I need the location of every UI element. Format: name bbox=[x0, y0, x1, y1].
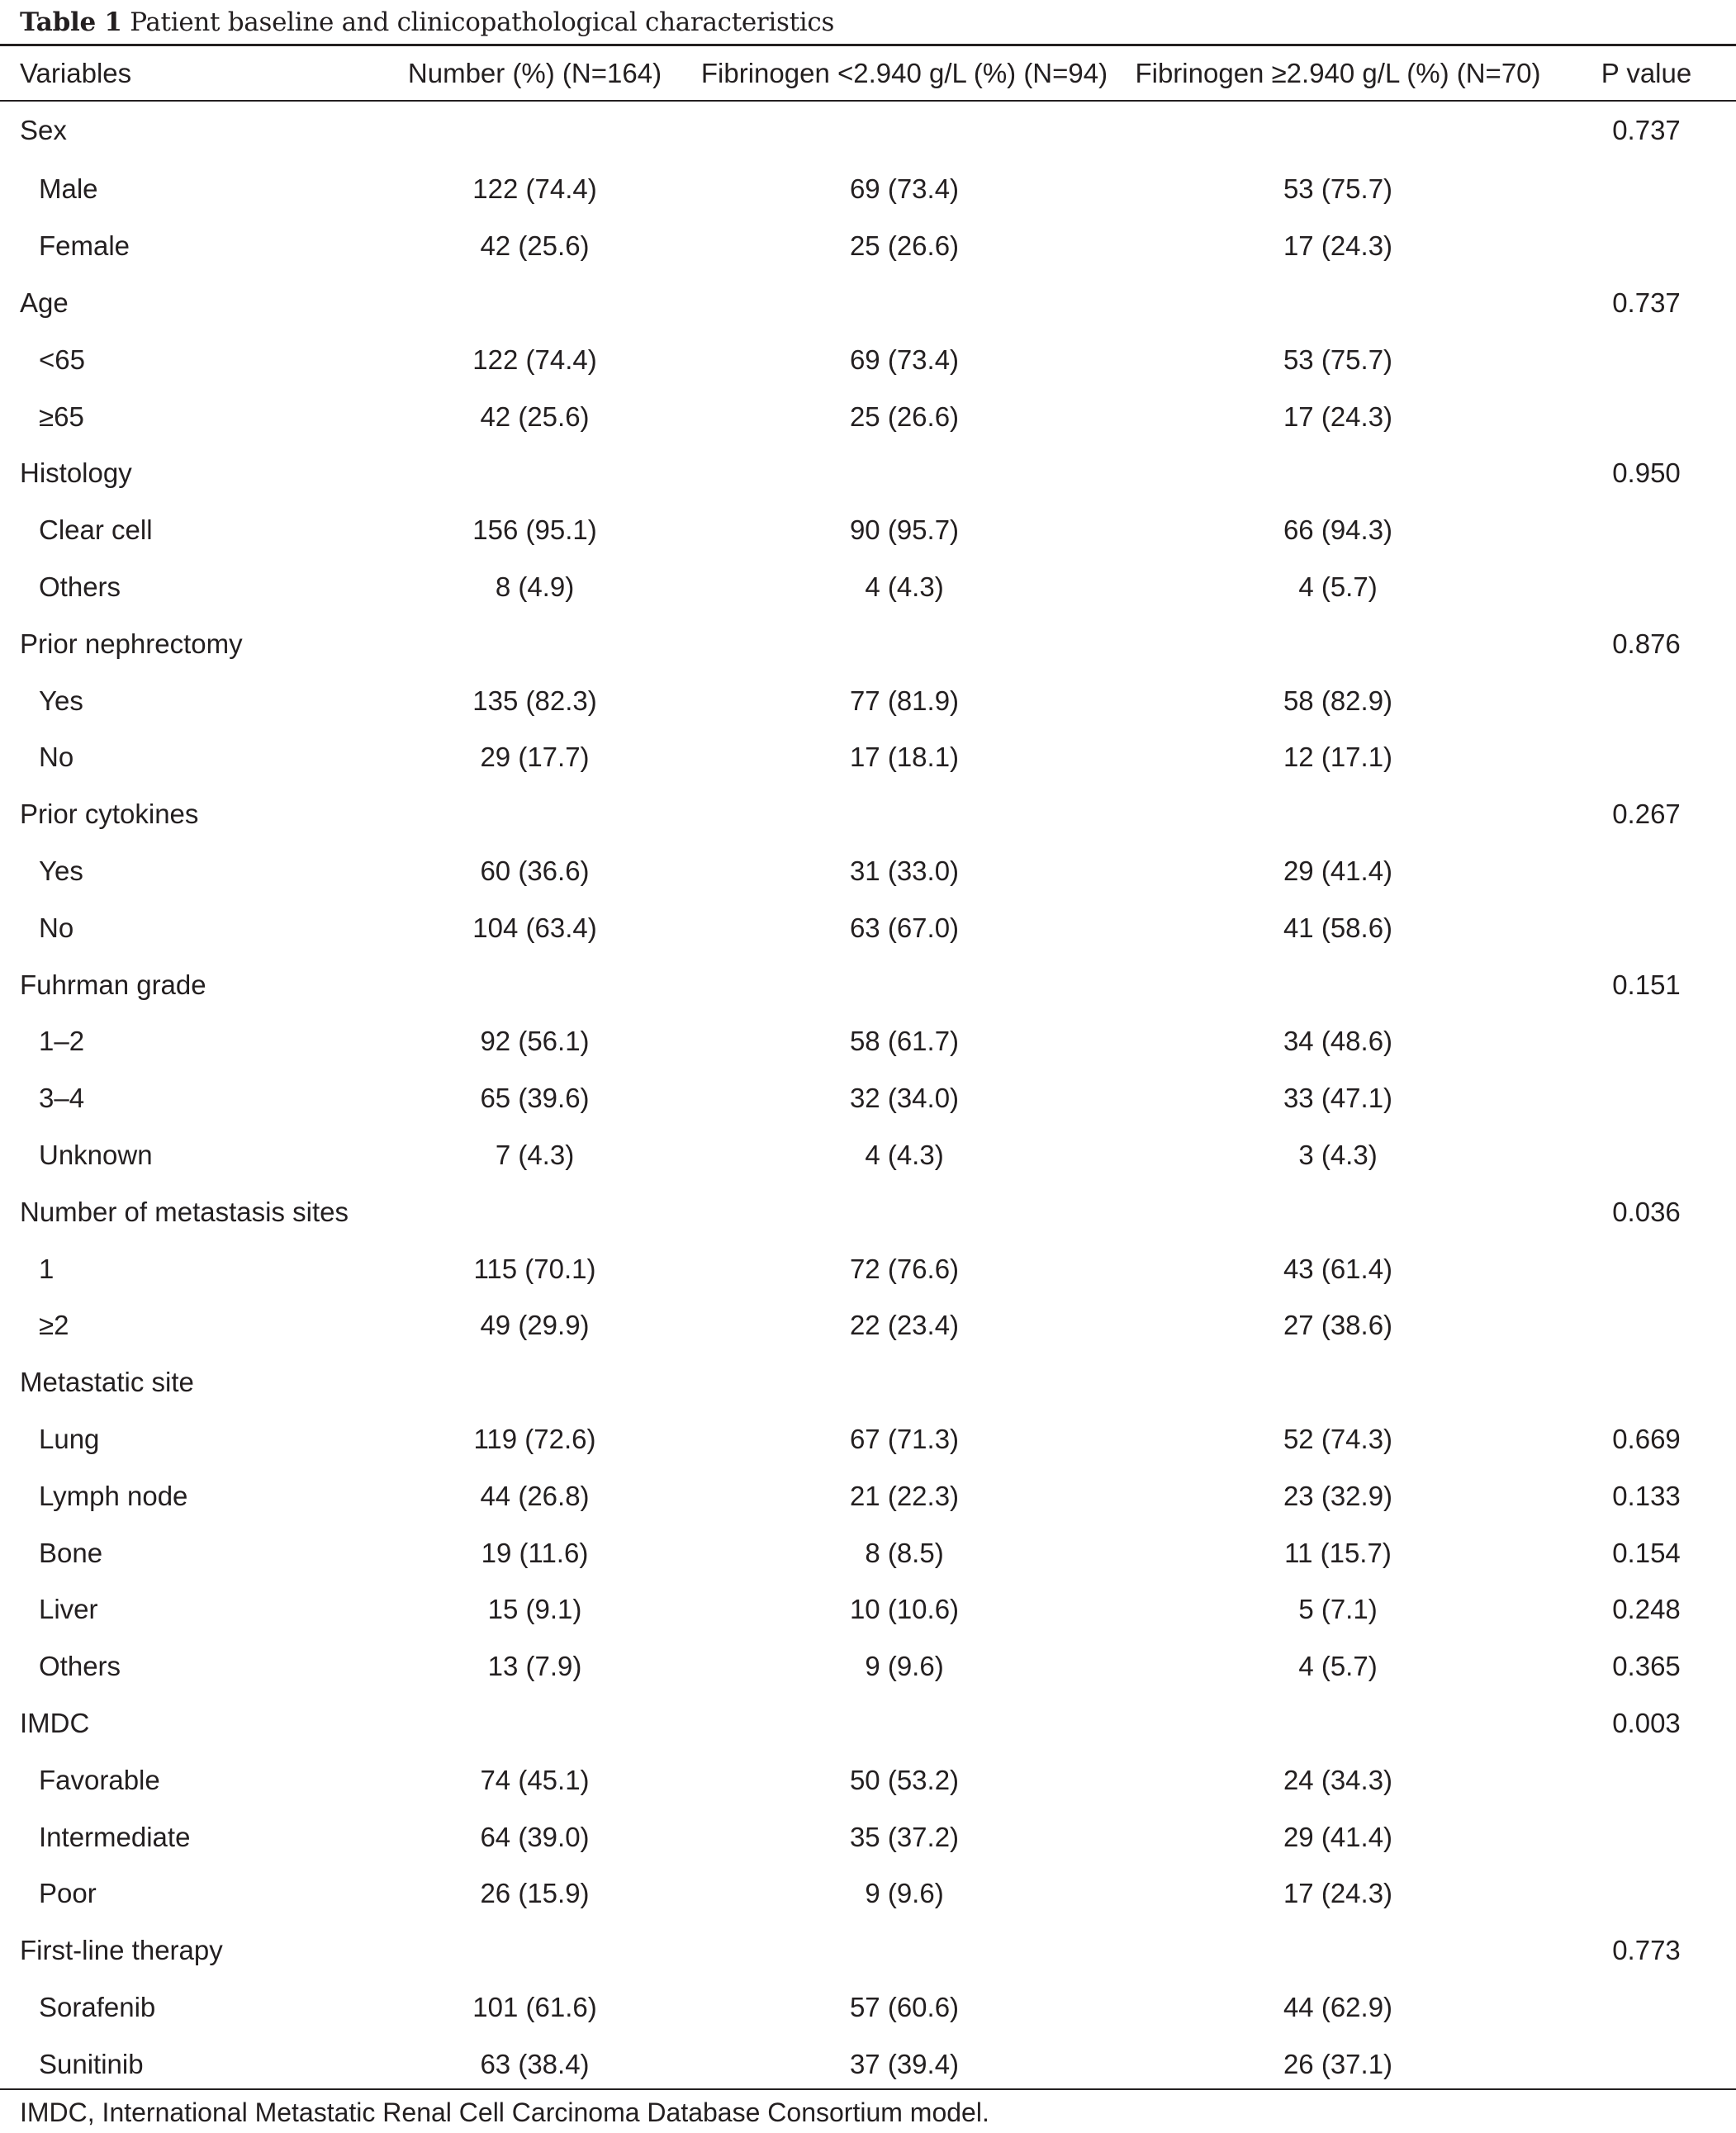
row-number-cell bbox=[380, 1183, 690, 1240]
row-variable-cell: Lung bbox=[39, 1423, 100, 1454]
row-variable-cell: Metastatic site bbox=[20, 1367, 194, 1398]
row-fibrinogen-low-cell: 37 (39.4) bbox=[849, 2048, 960, 2079]
row-fibrinogen-high-cell: 3 (4.3) bbox=[1298, 1139, 1378, 1170]
row-p-value-cell bbox=[1557, 843, 1736, 900]
row-fibrinogen-low-cell: 69 (73.4) bbox=[849, 173, 960, 205]
row-fibrinogen-low-cell bbox=[690, 956, 1119, 1013]
row-number-cell: 42 (25.6) bbox=[480, 230, 590, 262]
row-fibrinogen-high-cell bbox=[1119, 1183, 1557, 1240]
row-p-value-cell bbox=[1557, 1013, 1736, 1070]
row-number-cell: 115 (70.1) bbox=[473, 1253, 596, 1284]
table-group-row bbox=[0, 615, 1736, 672]
table-row bbox=[0, 843, 1736, 900]
row-variable-cell: ≥2 bbox=[39, 1310, 69, 1341]
table-group-row bbox=[0, 445, 1736, 502]
row-p-value-cell: 0.154 bbox=[1612, 1537, 1681, 1568]
row-fibrinogen-high-cell: 17 (24.3) bbox=[1283, 401, 1393, 432]
table-row bbox=[0, 672, 1736, 729]
row-variable-cell: Liver bbox=[39, 1594, 98, 1625]
row-number-cell: 74 (45.1) bbox=[480, 1764, 590, 1795]
row-p-value-cell: 0.248 bbox=[1612, 1594, 1681, 1625]
row-p-value-cell bbox=[1557, 1127, 1736, 1184]
row-number-cell: 104 (63.4) bbox=[472, 912, 597, 943]
row-number-cell: 122 (74.4) bbox=[472, 173, 597, 205]
row-variable-cell: Sunitinib bbox=[39, 2048, 144, 2079]
row-variable-cell: Number of metastasis sites bbox=[20, 1196, 349, 1227]
header-fibrinogen-high: Fibrinogen ≥2.940 g/L (%) (N=70) bbox=[1135, 57, 1541, 88]
row-fibrinogen-high-cell bbox=[1119, 1922, 1557, 1979]
row-fibrinogen-high-cell: 23 (32.9) bbox=[1283, 1480, 1393, 1511]
row-variable-cell: Yes bbox=[39, 685, 83, 716]
row-fibrinogen-high-cell: 27 (38.6) bbox=[1283, 1310, 1393, 1341]
row-number-cell bbox=[380, 1922, 690, 1979]
row-fibrinogen-high-cell bbox=[1119, 956, 1557, 1013]
row-fibrinogen-low-cell: 4 (4.3) bbox=[865, 1139, 944, 1170]
row-number-cell: 44 (26.8) bbox=[480, 1480, 590, 1511]
table-row bbox=[0, 1467, 1736, 1524]
row-fibrinogen-high-cell: 52 (74.3) bbox=[1283, 1423, 1393, 1454]
table-row bbox=[0, 388, 1736, 445]
row-variable-cell: <65 bbox=[39, 344, 85, 375]
table-group-row bbox=[0, 1695, 1736, 1752]
row-variable-cell: ≥65 bbox=[39, 401, 84, 432]
row-p-value-cell: 0.151 bbox=[1612, 969, 1681, 1000]
row-variable-cell: Prior cytokines bbox=[20, 799, 199, 830]
header-p-value: P value bbox=[1601, 57, 1692, 88]
row-fibrinogen-high-cell bbox=[1119, 275, 1557, 332]
table-row bbox=[0, 1979, 1736, 2036]
row-p-value-cell bbox=[1557, 1297, 1736, 1354]
row-p-value-cell: 0.133 bbox=[1612, 1480, 1681, 1511]
row-number-cell bbox=[380, 445, 690, 502]
row-fibrinogen-low-cell: 90 (95.7) bbox=[849, 514, 960, 546]
table-group-row bbox=[0, 956, 1736, 1013]
row-number-cell: 122 (74.4) bbox=[472, 344, 597, 375]
row-fibrinogen-low-cell: 35 (37.2) bbox=[849, 1821, 960, 1852]
table-row bbox=[0, 899, 1736, 956]
row-variable-cell: No bbox=[39, 912, 74, 943]
row-fibrinogen-low-cell bbox=[690, 1695, 1119, 1752]
row-variable-cell: Yes bbox=[39, 855, 83, 886]
row-number-cell: 63 (38.4) bbox=[480, 2048, 590, 2079]
table-row bbox=[0, 1751, 1736, 1808]
row-p-value-cell: 0.036 bbox=[1612, 1196, 1681, 1227]
row-p-value-cell bbox=[1557, 559, 1736, 616]
row-p-value-cell: 0.773 bbox=[1612, 1935, 1681, 1966]
row-fibrinogen-low-cell bbox=[690, 1183, 1119, 1240]
table-group-row bbox=[0, 786, 1736, 843]
row-fibrinogen-high-cell bbox=[1119, 1695, 1557, 1752]
table-row bbox=[0, 502, 1736, 559]
row-fibrinogen-low-cell: 9 (9.6) bbox=[865, 1878, 944, 1909]
row-fibrinogen-low-cell: 25 (26.6) bbox=[849, 401, 960, 432]
row-fibrinogen-high-cell: 24 (34.3) bbox=[1283, 1764, 1393, 1795]
row-p-value-cell bbox=[1557, 1070, 1736, 1127]
row-fibrinogen-high-cell bbox=[1119, 1354, 1557, 1411]
row-fibrinogen-high-cell: 66 (94.3) bbox=[1283, 514, 1393, 546]
header-number: Number (%) (N=164) bbox=[407, 57, 662, 88]
row-fibrinogen-high-cell: 33 (47.1) bbox=[1283, 1083, 1393, 1114]
table-row bbox=[0, 1127, 1736, 1184]
row-number-cell bbox=[380, 275, 690, 332]
row-variable-cell: Fuhrman grade bbox=[20, 969, 206, 1000]
row-number-cell: 101 (61.6) bbox=[472, 1991, 597, 2022]
row-number-cell bbox=[380, 956, 690, 1013]
row-number-cell: 26 (15.9) bbox=[480, 1878, 590, 1909]
row-fibrinogen-low-cell: 10 (10.6) bbox=[849, 1594, 960, 1625]
row-fibrinogen-high-cell: 58 (82.9) bbox=[1283, 685, 1393, 716]
row-fibrinogen-low-cell: 50 (53.2) bbox=[849, 1764, 960, 1795]
row-p-value-cell bbox=[1557, 1240, 1736, 1297]
row-fibrinogen-high-cell: 29 (41.4) bbox=[1283, 855, 1393, 886]
row-fibrinogen-high-cell: 4 (5.7) bbox=[1298, 1651, 1378, 1682]
row-fibrinogen-low-cell: 25 (26.6) bbox=[849, 230, 960, 262]
row-variable-cell: Clear cell bbox=[39, 514, 153, 546]
row-p-value-cell bbox=[1557, 331, 1736, 388]
row-p-value-cell: 0.669 bbox=[1612, 1423, 1681, 1454]
row-number-cell bbox=[380, 1695, 690, 1752]
row-p-value-cell: 0.365 bbox=[1612, 1651, 1681, 1682]
table-group-row bbox=[0, 1354, 1736, 1411]
table-row bbox=[0, 1013, 1736, 1070]
row-fibrinogen-low-cell: 21 (22.3) bbox=[849, 1480, 960, 1511]
row-p-value-cell bbox=[1557, 1354, 1736, 1411]
row-fibrinogen-high-cell: 5 (7.1) bbox=[1298, 1594, 1378, 1625]
row-p-value-cell: 0.876 bbox=[1612, 628, 1681, 659]
row-number-cell: 8 (4.9) bbox=[495, 571, 575, 602]
table-footnote: IMDC, International Metastatic Renal Cell Carcinoma Database Consortium model. bbox=[20, 2097, 989, 2127]
row-fibrinogen-high-cell bbox=[1119, 445, 1557, 502]
row-number-cell bbox=[380, 615, 690, 672]
table-row bbox=[0, 218, 1736, 275]
row-p-value-cell bbox=[1557, 1979, 1736, 2036]
row-p-value-cell bbox=[1557, 1751, 1736, 1808]
row-fibrinogen-high-cell: 41 (58.6) bbox=[1283, 912, 1393, 943]
row-fibrinogen-low-cell bbox=[690, 275, 1119, 332]
table-row bbox=[0, 331, 1736, 388]
table-row bbox=[0, 729, 1736, 786]
row-variable-cell: 1 bbox=[39, 1253, 55, 1284]
row-fibrinogen-low-cell: 69 (73.4) bbox=[849, 344, 960, 375]
row-fibrinogen-low-cell: 8 (8.5) bbox=[865, 1537, 944, 1568]
row-fibrinogen-low-cell bbox=[690, 615, 1119, 672]
row-number-cell bbox=[380, 100, 690, 161]
row-fibrinogen-high-cell: 11 (15.7) bbox=[1284, 1537, 1392, 1568]
table-row bbox=[0, 1808, 1736, 1865]
row-number-cell: 65 (39.6) bbox=[480, 1083, 590, 1114]
row-fibrinogen-low-cell bbox=[690, 445, 1119, 502]
row-fibrinogen-low-cell: 9 (9.6) bbox=[865, 1651, 944, 1682]
row-p-value-cell bbox=[1557, 161, 1736, 218]
row-p-value-cell: 0.003 bbox=[1612, 1707, 1681, 1738]
row-fibrinogen-low-cell bbox=[690, 1922, 1119, 1979]
row-fibrinogen-low-cell: 22 (23.4) bbox=[849, 1310, 960, 1341]
row-p-value-cell bbox=[1557, 388, 1736, 445]
row-fibrinogen-high-cell: 26 (37.1) bbox=[1283, 2048, 1393, 2079]
row-p-value-cell bbox=[1557, 2036, 1736, 2093]
table-row bbox=[0, 1524, 1736, 1581]
row-number-cell: 49 (29.9) bbox=[480, 1310, 590, 1341]
row-fibrinogen-low-cell bbox=[690, 1354, 1119, 1411]
header-fibrinogen-low: Fibrinogen <2.940 g/L (%) (N=94) bbox=[700, 57, 1108, 88]
row-variable-cell: Sorafenib bbox=[39, 1991, 156, 2022]
table-group-row bbox=[0, 1183, 1736, 1240]
row-number-cell bbox=[380, 1354, 690, 1411]
table-row bbox=[0, 559, 1736, 616]
row-fibrinogen-high-cell: 43 (61.4) bbox=[1283, 1253, 1393, 1284]
row-fibrinogen-low-cell: 31 (33.0) bbox=[849, 855, 960, 886]
table-row bbox=[0, 1240, 1736, 1297]
header-variables: Variables bbox=[20, 57, 132, 88]
row-p-value-cell bbox=[1557, 672, 1736, 729]
row-fibrinogen-low-cell: 57 (60.6) bbox=[849, 1991, 960, 2022]
row-fibrinogen-high-cell bbox=[1119, 100, 1557, 161]
row-variable-cell: Male bbox=[39, 173, 98, 205]
row-number-cell: 119 (72.6) bbox=[473, 1423, 596, 1454]
row-number-cell: 60 (36.6) bbox=[480, 855, 590, 886]
characteristics-table bbox=[0, 46, 1736, 2093]
row-number-cell: 64 (39.0) bbox=[480, 1821, 590, 1852]
row-number-cell: 135 (82.3) bbox=[472, 685, 597, 716]
row-fibrinogen-high-cell: 29 (41.4) bbox=[1283, 1821, 1393, 1852]
table-row bbox=[0, 1297, 1736, 1354]
row-number-cell: 156 (95.1) bbox=[472, 514, 597, 546]
row-number-cell: 15 (9.1) bbox=[487, 1594, 582, 1625]
row-variable-cell: 3–4 bbox=[39, 1083, 85, 1114]
row-variable-cell: Sex bbox=[20, 115, 67, 145]
row-fibrinogen-high-cell: 53 (75.7) bbox=[1283, 173, 1393, 205]
table-caption bbox=[20, 2, 834, 43]
row-variable-cell: Lymph node bbox=[39, 1480, 188, 1511]
row-variable-cell: Others bbox=[39, 571, 121, 602]
row-fibrinogen-high-cell: 12 (17.1) bbox=[1283, 742, 1393, 773]
table-group-row bbox=[0, 1922, 1736, 1979]
row-p-value-cell: 0.737 bbox=[1612, 287, 1681, 318]
row-p-value-cell bbox=[1557, 218, 1736, 275]
table-row bbox=[0, 161, 1736, 218]
table-group-row bbox=[0, 100, 1736, 161]
row-fibrinogen-high-cell: 4 (5.7) bbox=[1298, 571, 1378, 602]
row-fibrinogen-high-cell: 44 (62.9) bbox=[1283, 1991, 1393, 2022]
table-group-row bbox=[0, 275, 1736, 332]
row-number-cell: 7 (4.3) bbox=[495, 1139, 575, 1170]
row-number-cell bbox=[380, 786, 690, 843]
row-fibrinogen-high-cell bbox=[1119, 786, 1557, 843]
table-row bbox=[0, 2036, 1736, 2093]
row-variable-cell: Unknown bbox=[39, 1139, 153, 1170]
row-p-value-cell: 0.737 bbox=[1612, 115, 1681, 145]
row-variable-cell: Bone bbox=[39, 1537, 103, 1568]
row-number-cell: 19 (11.6) bbox=[481, 1537, 589, 1568]
row-variable-cell: IMDC bbox=[20, 1707, 90, 1738]
row-variable-cell: Female bbox=[39, 230, 130, 262]
row-fibrinogen-high-cell: 17 (24.3) bbox=[1283, 1878, 1393, 1909]
table-body bbox=[0, 100, 1736, 2093]
row-variable-cell: Favorable bbox=[39, 1764, 160, 1795]
row-fibrinogen-low-cell: 58 (61.7) bbox=[849, 1026, 960, 1057]
row-p-value-cell bbox=[1557, 729, 1736, 786]
table-row bbox=[0, 1411, 1736, 1468]
table-row bbox=[0, 1865, 1736, 1922]
table-row bbox=[0, 1581, 1736, 1638]
table-caption-text: Patient baseline and clinicopathological characteristics bbox=[130, 7, 835, 37]
row-variable-cell: No bbox=[39, 742, 74, 773]
row-number-cell: 42 (25.6) bbox=[480, 401, 590, 432]
row-p-value-cell bbox=[1557, 1808, 1736, 1865]
row-fibrinogen-high-cell: 34 (48.6) bbox=[1283, 1026, 1393, 1057]
row-fibrinogen-low-cell bbox=[690, 786, 1119, 843]
row-p-value-cell bbox=[1557, 899, 1736, 956]
row-number-cell: 13 (7.9) bbox=[487, 1651, 582, 1682]
row-variable-cell: Age bbox=[20, 287, 69, 318]
row-variable-cell: Intermediate bbox=[39, 1821, 191, 1852]
row-number-cell: 92 (56.1) bbox=[480, 1026, 590, 1057]
row-fibrinogen-low-cell: 72 (76.6) bbox=[849, 1253, 960, 1284]
row-p-value-cell: 0.267 bbox=[1612, 799, 1681, 830]
row-fibrinogen-low-cell: 4 (4.3) bbox=[865, 571, 944, 602]
row-fibrinogen-low-cell bbox=[690, 100, 1119, 161]
row-variable-cell: Prior nephrectomy bbox=[20, 628, 243, 659]
row-fibrinogen-high-cell: 53 (75.7) bbox=[1283, 344, 1393, 375]
row-variable-cell: 1–2 bbox=[39, 1026, 85, 1057]
row-p-value-cell bbox=[1557, 1865, 1736, 1922]
table-header-row bbox=[0, 46, 1736, 100]
row-fibrinogen-low-cell: 63 (67.0) bbox=[849, 912, 960, 943]
row-variable-cell: Others bbox=[39, 1651, 121, 1682]
row-variable-cell: Poor bbox=[39, 1878, 97, 1909]
row-variable-cell: First-line therapy bbox=[20, 1935, 223, 1966]
row-number-cell: 29 (17.7) bbox=[480, 742, 590, 773]
table-row bbox=[0, 1070, 1736, 1127]
row-fibrinogen-high-cell bbox=[1119, 615, 1557, 672]
row-fibrinogen-high-cell: 17 (24.3) bbox=[1283, 230, 1393, 262]
row-fibrinogen-low-cell: 77 (81.9) bbox=[849, 685, 960, 716]
row-p-value-cell bbox=[1557, 502, 1736, 559]
row-p-value-cell: 0.950 bbox=[1612, 457, 1681, 489]
table-caption-label: Table 1 bbox=[20, 7, 122, 37]
row-fibrinogen-low-cell: 32 (34.0) bbox=[849, 1083, 960, 1114]
row-fibrinogen-low-cell: 67 (71.3) bbox=[849, 1423, 960, 1454]
table-row bbox=[0, 1638, 1736, 1695]
row-fibrinogen-low-cell: 17 (18.1) bbox=[849, 742, 960, 773]
row-variable-cell: Histology bbox=[20, 457, 132, 489]
